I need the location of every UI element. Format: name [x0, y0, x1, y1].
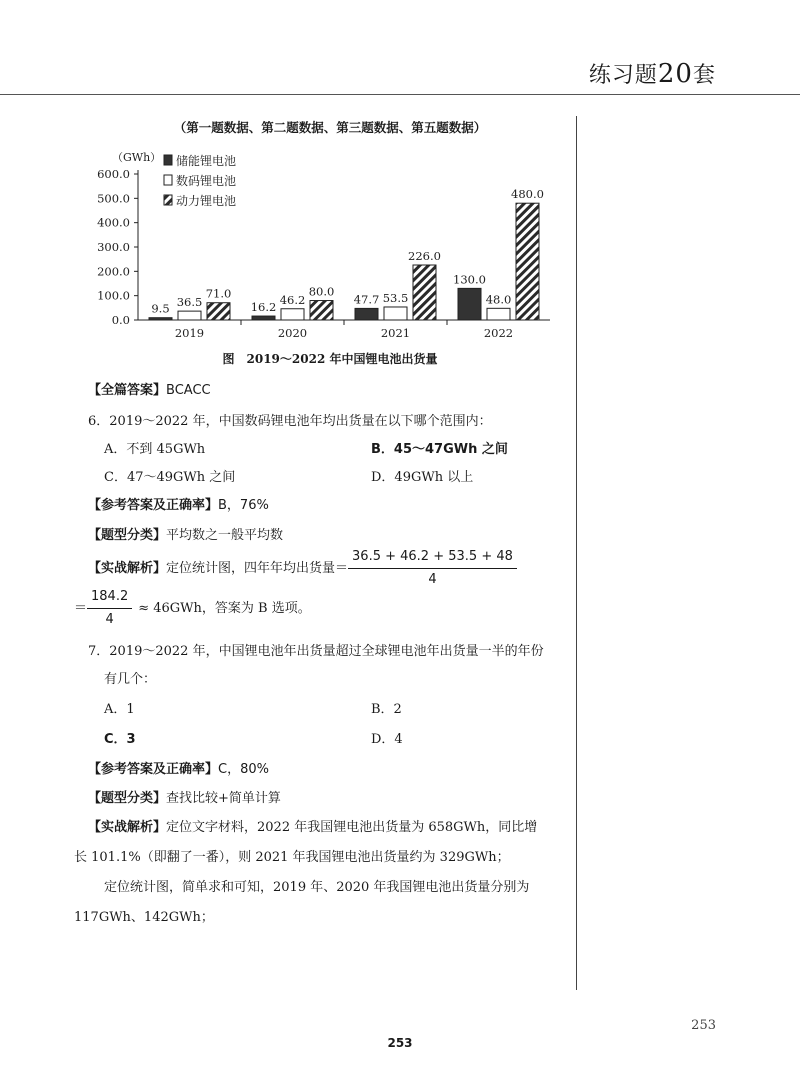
data-label: 53.5 [382, 290, 409, 305]
q6-option-c: C．47～49GWh 之间 [104, 470, 236, 485]
y-tick-label: 100.0 [97, 288, 130, 303]
y-tick-label: 300.0 [97, 240, 130, 254]
bar [149, 318, 172, 320]
bar-chart [80, 145, 560, 345]
q7-option-c: C．3 [104, 732, 136, 747]
bar [413, 265, 436, 320]
data-label: 130.0 [453, 272, 486, 287]
q6-option-d: D．49GWh 以上 [371, 470, 474, 485]
y-tick-label: 0.0 [111, 313, 130, 327]
q7-option-b: B．2 [371, 702, 402, 717]
q6-analysis: 【实战解析】定位统计图，四年年均出货量＝ $\frac{36.5 + 46.2 + 53.5 + 48}{4}$ [88, 548, 568, 592]
y-tick-label: 500.0 [97, 191, 130, 206]
q6-option-b: B．45～47GWh 之间 [371, 442, 508, 457]
bar [207, 303, 230, 320]
x-tick-label: 2019 [174, 326, 205, 340]
bar [458, 288, 481, 320]
q7-analysis-line1: 【实战解析】定位文字材料，2022 年我国锂电池出货量为 658GWh，同比增 [88, 820, 538, 835]
data-label: 47.7 [353, 292, 380, 307]
q6-reference: 【参考答案及正确率】B，76% [88, 498, 269, 513]
q7-reference: 【参考答案及正确率】C，80% [88, 762, 269, 777]
data-label: 16.2 [250, 300, 277, 315]
bar [516, 203, 539, 320]
bar [252, 316, 275, 320]
margin-rule [576, 116, 577, 990]
legend-label: 数码锂电池 [176, 174, 237, 188]
q7-analysis-line3: 定位统计图，简单求和可知，2019 年、2020 年我国锂电池出货量分别为 [104, 880, 530, 895]
data-label: 9.5 [151, 301, 170, 316]
q7-analysis-line2: 长 101.1%（即翻了一番），则 2021 年我国锂电池出货量约为 329GWh； [74, 850, 510, 865]
x-tick-label: 2021 [380, 326, 411, 340]
data-label: 48.0 [485, 292, 512, 307]
x-tick-label: 2020 [277, 326, 308, 340]
q7-stem-line2: 有几个： [104, 672, 157, 687]
data-label: 71.0 [205, 286, 232, 301]
bar [355, 308, 378, 320]
legend-label: 储能锂电池 [176, 154, 237, 168]
y-axis-unit: （GWh） [112, 151, 162, 164]
q6-fraction-result: $\frac{184.2}{4}$ [87, 588, 132, 629]
data-label: 480.0 [511, 187, 544, 202]
data-label: 36.5 [176, 295, 203, 310]
bar [281, 309, 304, 320]
header-rule [0, 94, 800, 95]
x-tick-label: 2022 [483, 326, 514, 340]
page-number-footer: 253 [387, 1036, 413, 1050]
page-header-title: 练习题20套 [588, 59, 716, 89]
bar [487, 308, 510, 320]
chart-caption: 图 2019～2022 年中国锂电池出货量 [222, 352, 438, 366]
q6-option-a: A．不到 45GWh [104, 442, 206, 457]
legend-label: 动力锂电池 [176, 194, 237, 208]
chart-title: （第一题数据、第二题数据、第三题数据、第五题数据） [173, 120, 487, 135]
bar [178, 311, 201, 320]
q7-option-d: D．4 [371, 732, 403, 747]
q6-stem: 6．2019～2022 年，中国数码锂电池年均出货量在以下哪个范围内： [88, 414, 492, 429]
q7-analysis-line4: 117GWh、142GWh； [74, 910, 214, 925]
legend-swatch [164, 155, 172, 165]
q7-type: 【题型分类】查找比较+简单计算 [88, 791, 281, 806]
legend-swatch [164, 195, 172, 205]
page-number: 253 [691, 1018, 716, 1033]
data-label: 80.0 [308, 284, 335, 299]
y-tick-label: 400.0 [97, 215, 130, 230]
y-tick-label: 200.0 [97, 264, 130, 279]
legend-swatch [164, 175, 172, 185]
q7-option-a: A．1 [104, 702, 135, 717]
data-label: 226.0 [408, 249, 441, 264]
y-tick-label: 600.0 [97, 167, 130, 181]
data-label: 46.2 [279, 292, 306, 307]
q7-stem-line1: 7．2019～2022 年，中国锂电池年出货量超过全球锂电池年出货量一半的年份 [88, 644, 544, 659]
bar [384, 307, 407, 320]
bar [310, 301, 333, 320]
q6-result: ＝ $\frac{184.2}{4}$ ≈ 46GWh，答案为 B 选项。 [74, 589, 311, 627]
full-answers: 【全篇答案】BCACC [88, 383, 211, 398]
q6-type: 【题型分类】平均数之一般平均数 [88, 528, 284, 543]
q6-fraction-sum: $\frac{36.5 + 46.2 + 53.5 + 48}{4}$ [348, 548, 517, 589]
